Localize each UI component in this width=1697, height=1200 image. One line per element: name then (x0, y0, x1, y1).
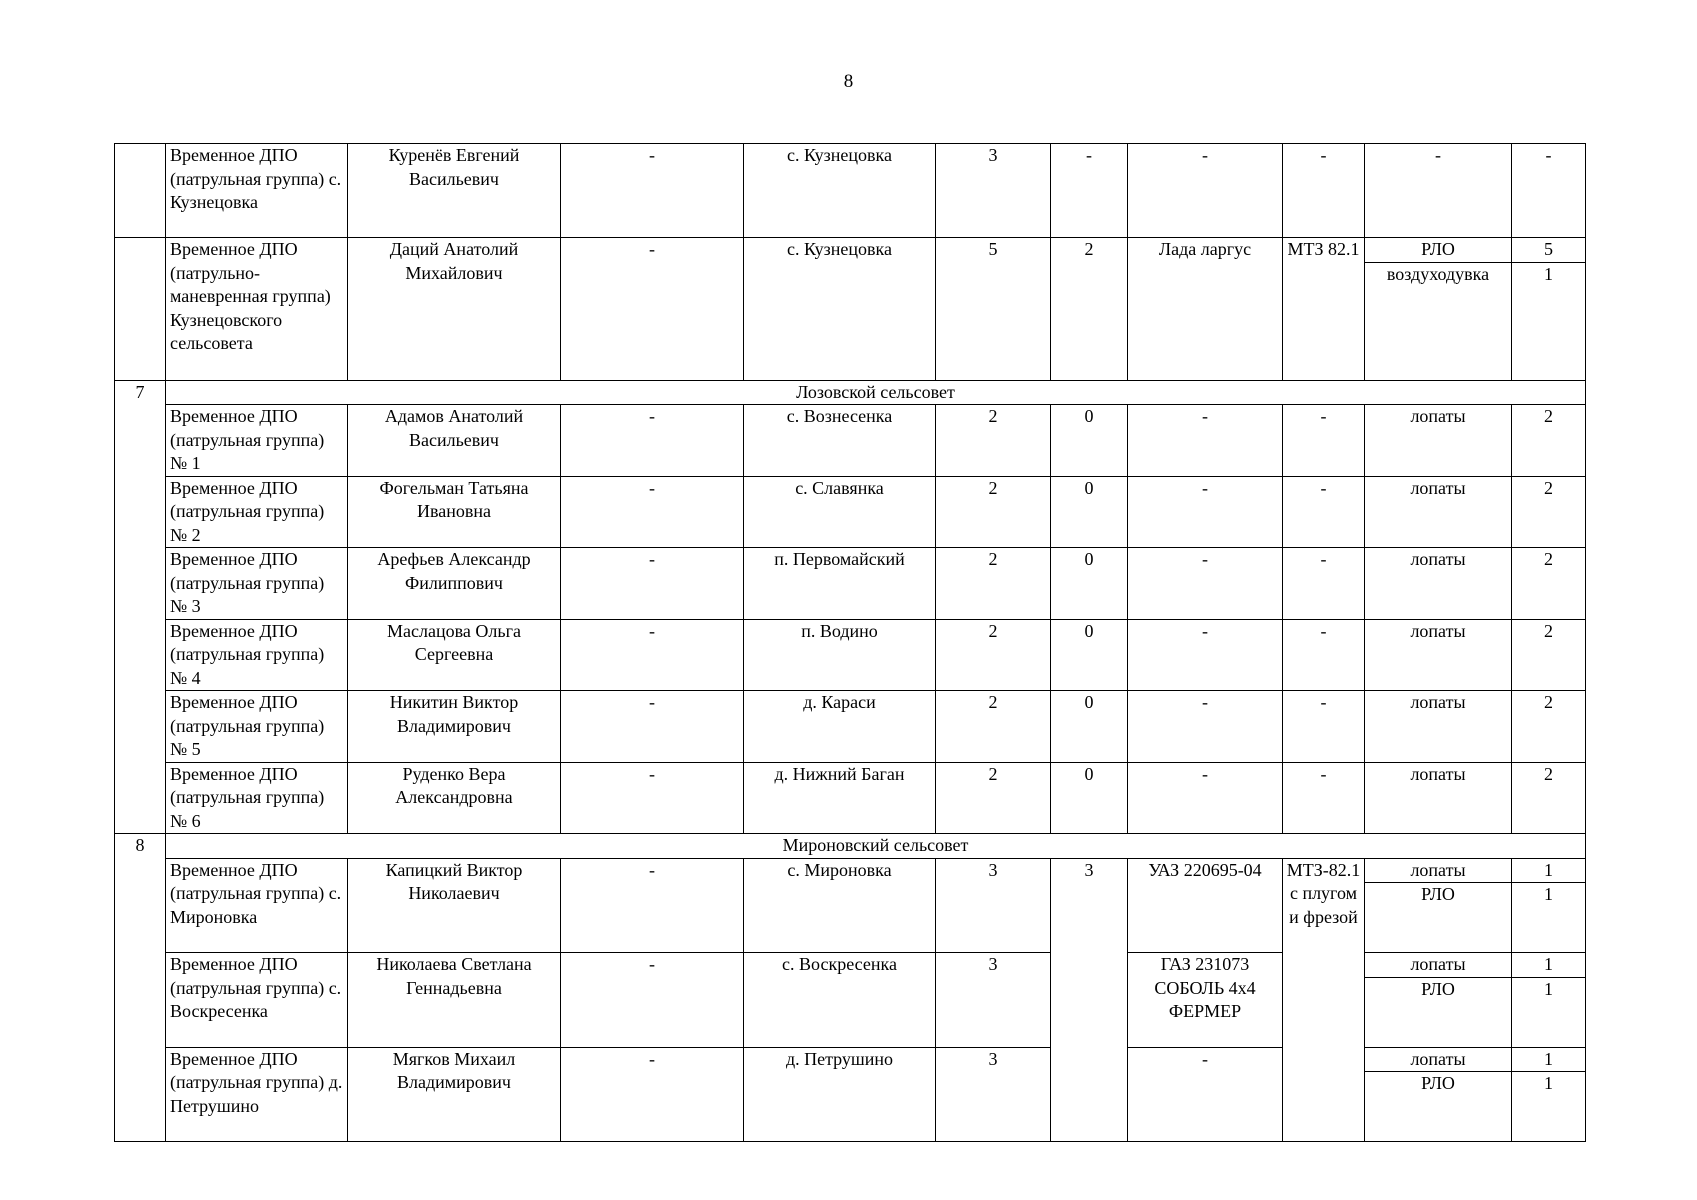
head-name: Никитин Виктор Владимирович (348, 691, 561, 763)
location: с. Кузнецовка (744, 238, 936, 381)
vehicle-count: 0 (1051, 405, 1128, 477)
car: - (1128, 548, 1283, 620)
tool: лопаты (1365, 858, 1512, 883)
tool-qty: 1 (1512, 858, 1586, 883)
vehicle-count: 0 (1051, 691, 1128, 763)
brigade-name: Временное ДПО (патрульная группа) № 4 (166, 619, 348, 691)
location: с. Мироновка (744, 858, 936, 953)
table-row (115, 1047, 1586, 1072)
section-number: 7 (115, 380, 166, 834)
car: - (1128, 1047, 1283, 1142)
tool: РЛО (1365, 977, 1512, 1047)
row-number (115, 144, 166, 238)
tool-qty: 2 (1512, 762, 1586, 834)
brigade-name: Временное ДПО (патрульная группа) № 6 (166, 762, 348, 834)
location: п. Водино (744, 619, 936, 691)
table-row (115, 858, 1586, 883)
car: - (1128, 762, 1283, 834)
people-count: 2 (936, 476, 1051, 548)
tool-qty: 2 (1512, 548, 1586, 620)
tool: лопаты (1365, 762, 1512, 834)
phone: - (561, 476, 744, 548)
people-count: 3 (936, 1047, 1051, 1142)
tool-qty: 5 (1512, 238, 1586, 263)
tool-qty: 1 (1512, 1047, 1586, 1072)
brigade-name: Временное ДПО (патрульная группа) с. Кузнецовка (166, 144, 348, 238)
tractor: - (1283, 548, 1365, 620)
car: - (1128, 476, 1283, 548)
tractor: МТЗ 82.1 (1283, 238, 1365, 381)
car: УАЗ 220695-04 (1128, 858, 1283, 953)
location: с. Вознесенка (744, 405, 936, 477)
vehicle-count: 3 (1051, 858, 1128, 1142)
people-count: 2 (936, 548, 1051, 620)
tool: - (1365, 144, 1512, 238)
head-name: Николаева Светлана Геннадьевна (348, 953, 561, 1048)
page-number: 8 (843, 71, 854, 92)
tool: лопаты (1365, 1047, 1512, 1072)
table-row (115, 953, 1586, 978)
head-name: Капицкий Виктор Николаевич (348, 858, 561, 953)
tool: лопаты (1365, 548, 1512, 620)
table-row (115, 238, 1586, 263)
people-count: 3 (936, 144, 1051, 238)
tool-qty: 1 (1512, 1072, 1586, 1142)
vehicle-count: 0 (1051, 476, 1128, 548)
tractor: - (1283, 144, 1365, 238)
phone: - (561, 619, 744, 691)
brigade-name: Временное ДПО (патрульная группа) с. Мироновка (166, 858, 348, 953)
head-name: Даций Анатолий Михайлович (348, 238, 561, 381)
people-count: 2 (936, 691, 1051, 763)
brigade-name: Временное ДПО (патрульно-маневренная группа) Кузнецовского сельсовета (166, 238, 348, 381)
phone: - (561, 953, 744, 1048)
car: - (1128, 619, 1283, 691)
section-title: Мироновский сельсовет (166, 834, 1586, 859)
tractor: - (1283, 476, 1365, 548)
phone: - (561, 144, 744, 238)
location: д. Петрушино (744, 1047, 936, 1142)
tool: лопаты (1365, 691, 1512, 763)
phone: - (561, 691, 744, 763)
car: ГАЗ 231073 СОБОЛЬ 4х4 ФЕРМЕР (1128, 953, 1283, 1048)
tool: лопаты (1365, 405, 1512, 477)
tool-qty: 1 (1512, 883, 1586, 953)
tool-qty: 1 (1512, 953, 1586, 978)
table-row (115, 548, 1586, 620)
people-count: 5 (936, 238, 1051, 381)
tool-qty: - (1512, 144, 1586, 238)
location: с. Кузнецовка (744, 144, 936, 238)
table-row (115, 619, 1586, 691)
tractor: - (1283, 619, 1365, 691)
table-row (115, 691, 1586, 763)
vehicle-count: 0 (1051, 619, 1128, 691)
car: - (1128, 405, 1283, 477)
people-count: 3 (936, 858, 1051, 953)
car: Лада ларгус (1128, 238, 1283, 381)
brigade-name: Временное ДПО (патрульная группа) д. Петрушино (166, 1047, 348, 1142)
vehicle-count: 2 (1051, 238, 1128, 381)
people-count: 2 (936, 762, 1051, 834)
tool: воздуходувка (1365, 262, 1512, 380)
vehicle-count: 0 (1051, 762, 1128, 834)
head-name: Фогельман Татьяна Ивановна (348, 476, 561, 548)
tractor: - (1283, 691, 1365, 763)
head-name: Куренёв Евгений Васильевич (348, 144, 561, 238)
tool-qty: 2 (1512, 476, 1586, 548)
phone: - (561, 405, 744, 477)
tractor: - (1283, 762, 1365, 834)
tool: лопаты (1365, 619, 1512, 691)
section-header (115, 380, 1586, 405)
people-count: 2 (936, 405, 1051, 477)
table-row (115, 762, 1586, 834)
tool-qty: 2 (1512, 405, 1586, 477)
table-row (115, 476, 1586, 548)
brigade-name: Временное ДПО (патрульная группа) № 1 (166, 405, 348, 477)
tool-qty: 1 (1512, 262, 1586, 380)
phone: - (561, 762, 744, 834)
phone: - (561, 858, 744, 953)
head-name: Руденко Вера Александровна (348, 762, 561, 834)
phone: - (561, 238, 744, 381)
fire-brigade-table (114, 143, 1586, 1142)
tool-qty: 1 (1512, 977, 1586, 1047)
location: д. Караси (744, 691, 936, 763)
table-row (115, 144, 1586, 238)
table-row (115, 405, 1586, 477)
head-name: Арефьев Александр Филиппович (348, 548, 561, 620)
phone: - (561, 1047, 744, 1142)
location: с. Воскресенка (744, 953, 936, 1048)
tractor: - (1283, 405, 1365, 477)
brigade-name: Временное ДПО (патрульная группа) с. Воскресенка (166, 953, 348, 1048)
location: п. Первомайский (744, 548, 936, 620)
vehicle-count: - (1051, 144, 1128, 238)
location: д. Нижний Баган (744, 762, 936, 834)
tool-qty: 2 (1512, 691, 1586, 763)
head-name: Мягков Михаил Владимирович (348, 1047, 561, 1142)
brigade-name: Временное ДПО (патрульная группа) № 5 (166, 691, 348, 763)
tool: лопаты (1365, 953, 1512, 978)
phone: - (561, 548, 744, 620)
tool: лопаты (1365, 476, 1512, 548)
people-count: 2 (936, 619, 1051, 691)
tool: РЛО (1365, 883, 1512, 953)
tool-qty: 2 (1512, 619, 1586, 691)
row-number (115, 238, 166, 381)
tool: РЛО (1365, 1072, 1512, 1142)
brigade-name: Временное ДПО (патрульная группа) № 2 (166, 476, 348, 548)
head-name: Маслацова Ольга Сергеевна (348, 619, 561, 691)
section-title: Лозовской сельсовет (166, 380, 1586, 405)
car: - (1128, 144, 1283, 238)
tool: РЛО (1365, 238, 1512, 263)
location: с. Славянка (744, 476, 936, 548)
car: - (1128, 691, 1283, 763)
vehicle-count: 0 (1051, 548, 1128, 620)
head-name: Адамов Анатолий Васильевич (348, 405, 561, 477)
people-count: 3 (936, 953, 1051, 1048)
tractor: МТЗ-82.1 с плугом и фрезой (1283, 858, 1365, 1142)
section-header (115, 834, 1586, 859)
section-number: 8 (115, 834, 166, 1142)
brigade-name: Временное ДПО (патрульная группа) № 3 (166, 548, 348, 620)
